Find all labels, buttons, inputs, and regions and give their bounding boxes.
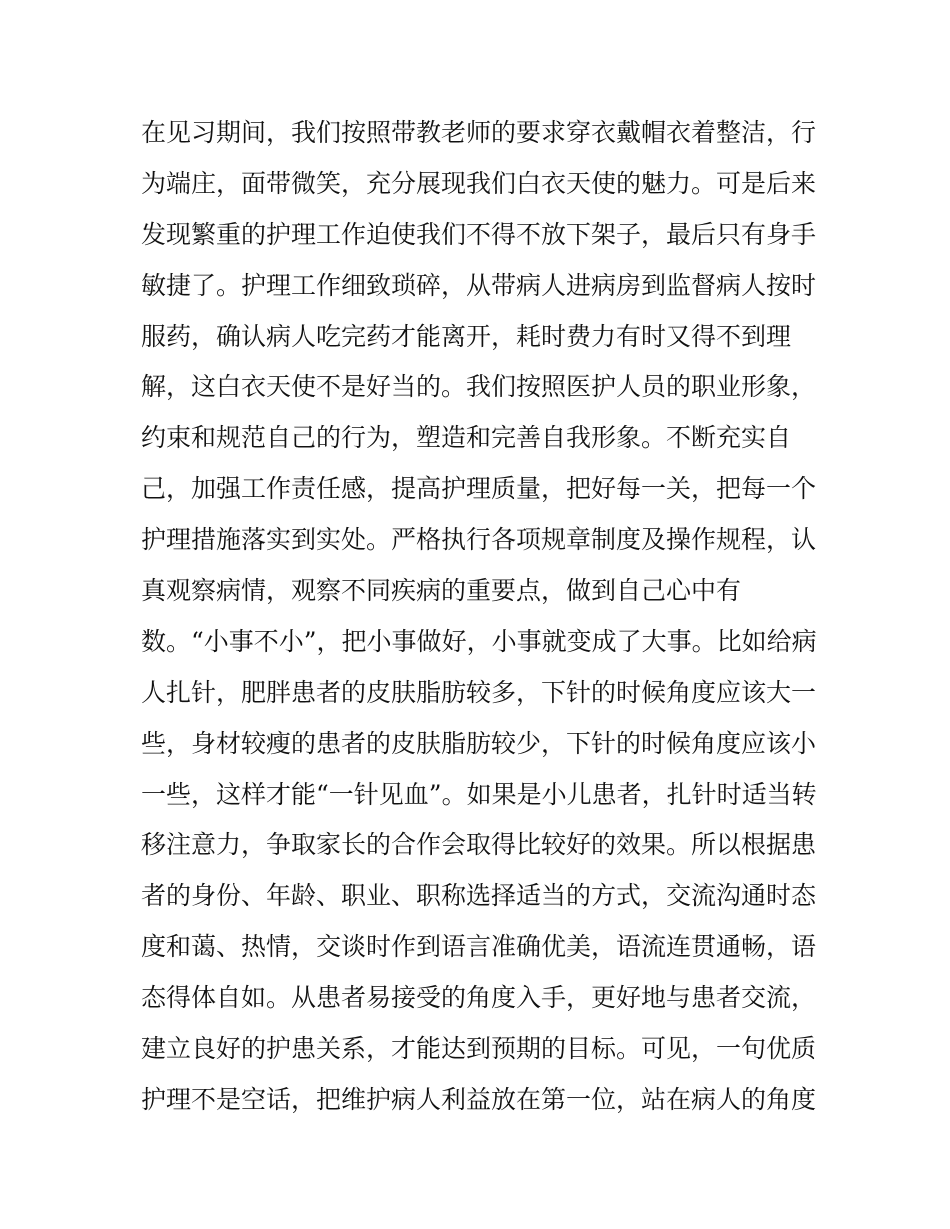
text-line: 度和蔼、热情，交谈时作到语言准确优美，语流连贯通畅，语 <box>141 932 817 962</box>
text-line: 建立良好的护患关系，才能达到预期的目标。可见，一句优质 <box>141 1034 817 1064</box>
text-line: 敏捷了。护理工作细致琐碎，从带病人进病房到监督病人按时 <box>141 270 817 300</box>
text-line: 真观察病情，观察不同疾病的重要点，做到自己心中有 <box>141 576 742 606</box>
text-line: 护理不是空话，把维护病人利益放在第一位，站在病人的角度 <box>141 1084 817 1114</box>
text-line: 者的身份、年龄、职业、职称选择适当的方式，交流沟通时态 <box>141 881 817 911</box>
text-line: 移注意力，争取家长的合作会取得比较好的效果。所以根据患 <box>141 830 817 860</box>
text-line: 态得体自如。从患者易接受的角度入手，更好地与患者交流， <box>141 983 817 1013</box>
text-line: 约束和规范自己的行为，塑造和完善自我形象。不断充实自 <box>141 423 792 453</box>
text-line: 为端庄，面带微笑，充分展现我们白衣天使的魅力。可是后来 <box>141 168 817 198</box>
text-line: 数。“小事不小”，把小事做好，小事就变成了大事。比如给病 <box>141 626 817 656</box>
text-line: 己，加强工作责任感，提高护理质量，把好每一关，把每一个 <box>141 474 817 504</box>
text-line: 护理措施落实到实处。严格执行各项规章制度及操作规程，认 <box>141 525 817 555</box>
text-line: 解，这白衣天使不是好当的。我们按照医护人员的职业形象， <box>141 372 817 402</box>
text-line: 在见习期间，我们按照带教老师的要求穿衣戴帽衣着整洁，行 <box>141 118 817 147</box>
text-line: 服药，确认病人吃完药才能离开，耗时费力有时又得不到理 <box>141 321 792 351</box>
text-line: 些，身材较瘦的患者的皮肤脂肪较少，下针的时候角度应该小 <box>141 728 817 758</box>
text-line: 人扎针，肥胖患者的皮肤脂肪较多，下针的时候角度应该大一 <box>141 677 817 707</box>
text-line: 一些，这样才能“一针见血”。如果是小儿患者，扎针时适当转 <box>141 779 817 809</box>
text-line: 发现繁重的护理工作迫使我们不得不放下架子，最后只有身手 <box>141 219 817 249</box>
body-text <box>141 108 821 1126</box>
